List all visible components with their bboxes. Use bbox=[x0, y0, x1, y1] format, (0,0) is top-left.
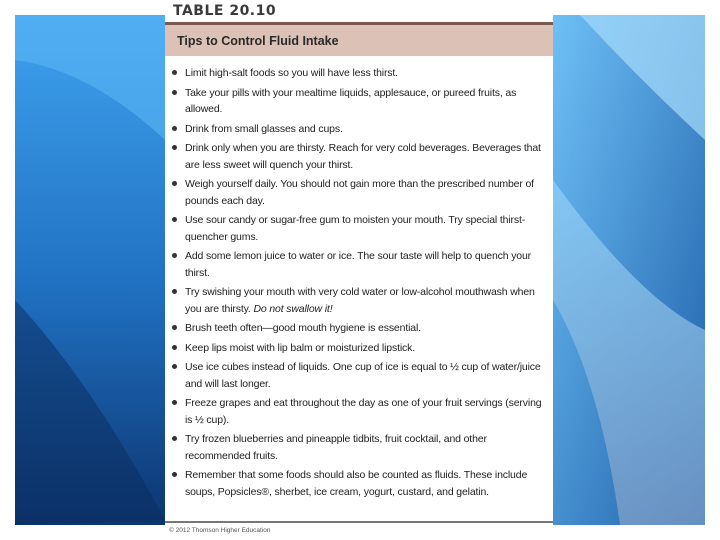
table-number: TABLE 20.10 bbox=[173, 3, 277, 19]
tip-text: Weigh yourself daily. You should not gain more than the prescribed number of pounds each day. bbox=[185, 178, 534, 207]
bullet-icon bbox=[172, 126, 177, 131]
tip-item bbox=[170, 320, 550, 337]
table-title: Tips to Control Fluid Intake bbox=[177, 34, 339, 48]
tip-item bbox=[170, 431, 550, 464]
tip-text: Limit high-salt foods so you will have less thirst. bbox=[185, 67, 398, 79]
tip-item bbox=[170, 359, 550, 392]
bullet-icon bbox=[172, 181, 177, 186]
tip-text: Use sour candy or sugar-free gum to moisten your mouth. Try special thirst-quencher gums. bbox=[185, 214, 526, 243]
bullet-icon bbox=[172, 472, 177, 477]
bullet-icon bbox=[172, 400, 177, 405]
tip-item bbox=[170, 65, 550, 82]
tip-emphasis: Do not swallow it! bbox=[253, 302, 333, 315]
bullet-icon bbox=[172, 217, 177, 222]
tip-item bbox=[170, 284, 550, 317]
tip-text: Drink only when you are thirsty. Reach for very cold beverages. Beverages that are less sweet will quench your thirst. bbox=[185, 142, 541, 171]
bullet-icon bbox=[172, 253, 177, 258]
tip-item bbox=[170, 176, 550, 209]
tip-item bbox=[170, 140, 550, 173]
tip-item bbox=[170, 340, 550, 357]
table-bottom-rule bbox=[165, 521, 553, 523]
bullet-icon bbox=[172, 325, 177, 330]
tip-item bbox=[170, 248, 550, 281]
bullet-icon bbox=[172, 90, 177, 95]
tip-text: Add some lemon juice to water or ice. The sour taste will help to quench your thirst. bbox=[185, 250, 532, 279]
table-header-band bbox=[165, 25, 553, 56]
tip-item bbox=[170, 395, 550, 428]
tip-text: Drink from small glasses and cups. bbox=[185, 122, 343, 135]
tip-text: Try swishing your mouth with very cold water or low-alcohol mouthwash when you are thirsty. bbox=[185, 286, 535, 315]
tip-item bbox=[170, 85, 550, 118]
tip-text: Keep lips moist with lip balm or moisturized lipstick. bbox=[185, 341, 415, 354]
copyright-credit: © 2012 Thomson Higher Education bbox=[169, 527, 271, 534]
tip-item bbox=[170, 467, 550, 500]
bullet-icon bbox=[172, 70, 177, 75]
bullet-icon bbox=[172, 289, 177, 294]
bullet-icon bbox=[172, 436, 177, 441]
table-document bbox=[165, 0, 553, 540]
tip-item bbox=[170, 121, 550, 138]
tip-text: Brush teeth often—good mouth hygiene is essential. bbox=[185, 322, 421, 334]
bullet-icon bbox=[172, 345, 177, 350]
tip-text: Take your pills with your mealtime liquids, applesauce, or pureed fruits, as allowed. bbox=[185, 86, 517, 115]
tip-item bbox=[170, 212, 550, 245]
tip-text: Use ice cubes instead of liquids. One cup of ice is equal to ½ cup of water/juice and will last longer. bbox=[185, 361, 541, 390]
tip-text: Freeze grapes and eat throughout the day as one of your fruit servings (serving is ½ cup). bbox=[185, 397, 542, 426]
bullet-icon bbox=[172, 364, 177, 369]
tips-list bbox=[170, 65, 550, 503]
tip-text: Remember that some foods should also be counted as fluids. These include soups, Popsicles®, sherbet, ice cream, yogurt, custard, and gelatin. bbox=[185, 469, 528, 498]
tip-text: Try frozen blueberries and pineapple tidbits, fruit cocktail, and other recommended fruits. bbox=[185, 433, 487, 462]
bullet-icon bbox=[172, 145, 177, 150]
